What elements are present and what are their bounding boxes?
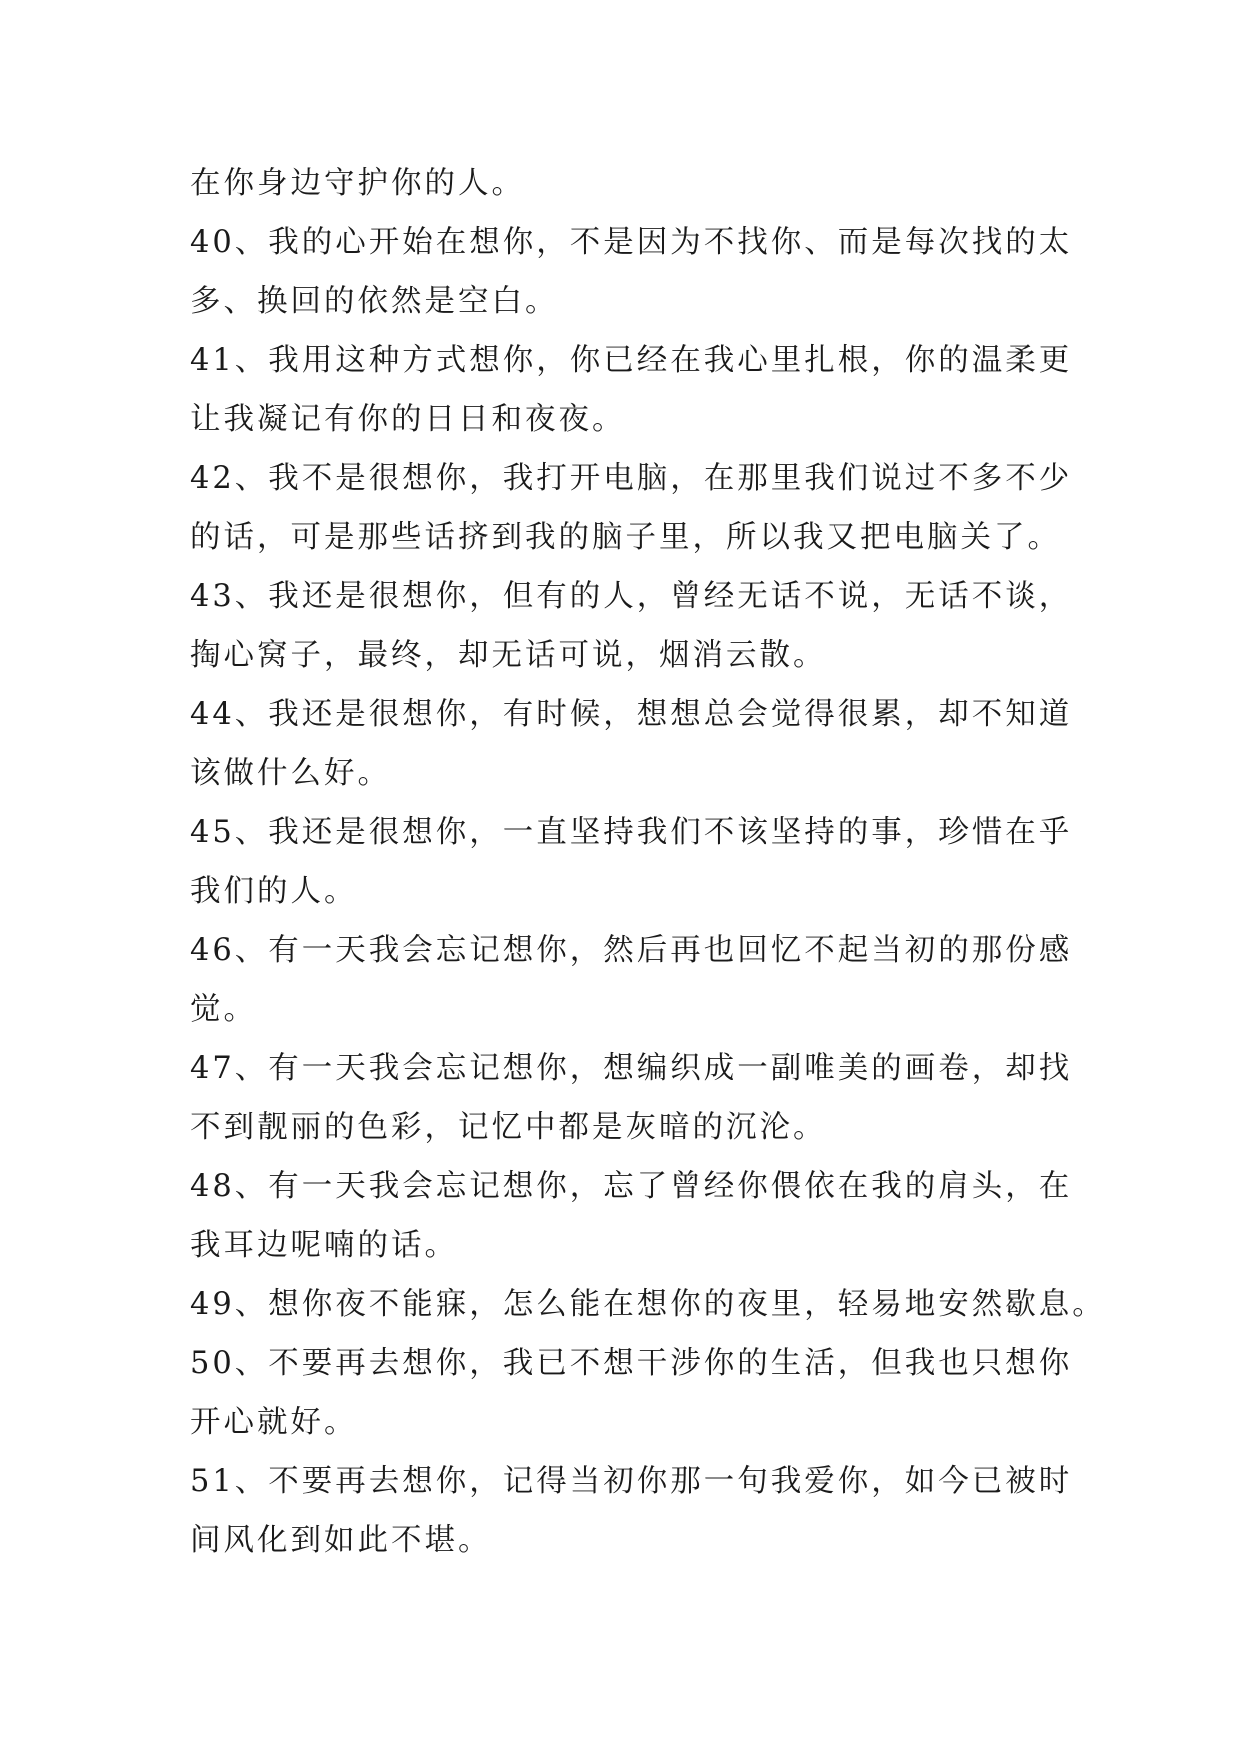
text-line: 50、不要再去想你，我已不想干涉你的生活，但我也只想你 xyxy=(190,1346,1073,1381)
text-line: 我们的人。 xyxy=(190,874,358,909)
text-line: 42、我不是很想你，我打开电脑，在那里我们说过不多不少 xyxy=(190,461,1073,496)
text-line: 不到靓丽的色彩，记忆中都是灰暗的沉沦。 xyxy=(190,1110,827,1145)
text-line: 该做什么好。 xyxy=(190,756,391,791)
text-line: 47、有一天我会忘记想你，想编织成一副唯美的画卷，却找 xyxy=(190,1051,1073,1086)
text-line: 让我凝记有你的日日和夜夜。 xyxy=(190,402,626,437)
text-line: 觉。 xyxy=(190,992,257,1027)
text-line: 我耳边呢喃的话。 xyxy=(190,1228,458,1263)
text-line: 在你身边守护你的人。 xyxy=(190,166,525,201)
text-line: 掏心窝子，最终，却无话可说，烟消云散。 xyxy=(190,638,827,673)
text-line: 51、不要再去想你，记得当初你那一句我爱你，如今已被时 xyxy=(190,1464,1073,1499)
body-text xyxy=(190,154,1106,1570)
text-line: 的话，可是那些话挤到我的脑子里，所以我又把电脑关了。 xyxy=(190,520,1061,555)
text-line: 41、我用这种方式想你，你已经在我心里扎根，你的温柔更 xyxy=(190,343,1073,378)
text-line: 多、换回的依然是空白。 xyxy=(190,284,559,319)
text-line: 46、有一天我会忘记想你，然后再也回忆不起当初的那份感 xyxy=(190,933,1073,968)
text-line: 49、想你夜不能寐，怎么能在想你的夜里，轻易地安然歇息。 xyxy=(190,1287,1106,1322)
text-line: 45、我还是很想你，一直坚持我们不该坚持的事，珍惜在乎 xyxy=(190,815,1073,850)
text-line: 48、有一天我会忘记想你，忘了曾经你偎依在我的肩头，在 xyxy=(190,1169,1073,1204)
text-line: 40、我的心开始在想你，不是因为不找你、而是每次找的太 xyxy=(190,225,1073,260)
text-line: 间风化到如此不堪。 xyxy=(190,1523,492,1558)
text-line: 43、我还是很想你，但有的人，曾经无话不说，无话不谈， xyxy=(190,579,1073,614)
text-line: 开心就好。 xyxy=(190,1405,358,1440)
text-line: 44、我还是很想你，有时候，想想总会觉得很累，却不知道 xyxy=(190,697,1073,732)
